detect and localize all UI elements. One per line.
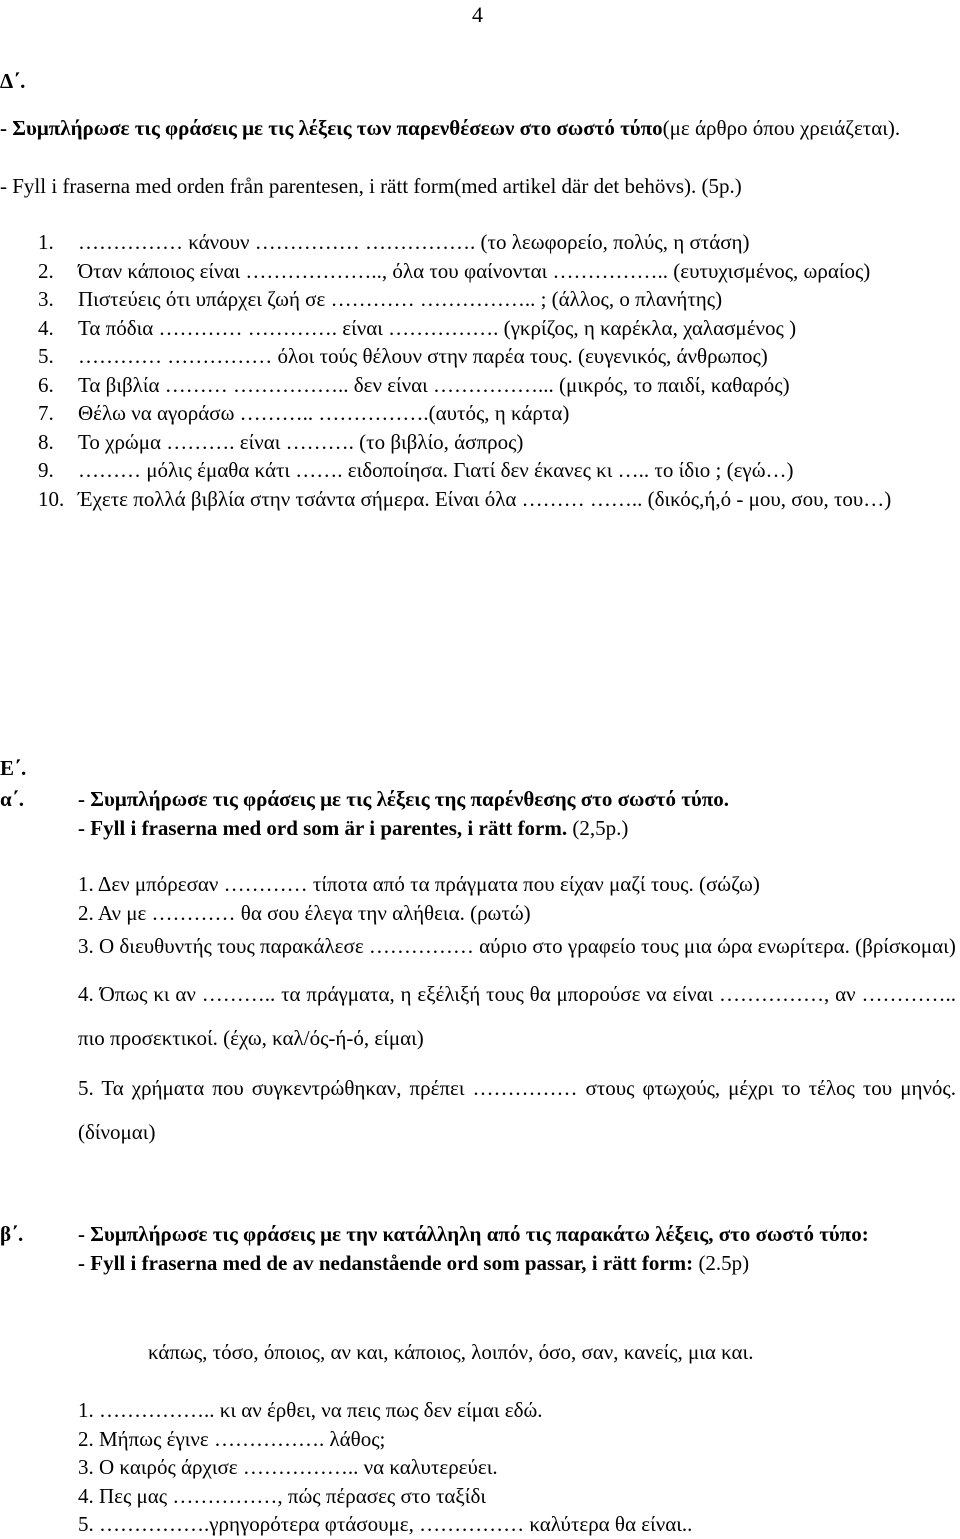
list-item: 5. Τα χρήματα που συγκεντρώθηκαν, πρέπει …………… στους φτωχούς, μέχρι το τέλος του μηνός. (δίνομαι) <box>78 1076 956 1145</box>
list-item: 1. Δεν μπόρεσαν ………… τίποτα από τα πράγματα που είχαν μαζί τους. (σώζω) <box>78 872 760 896</box>
list-item: 3. Ο διευθυντής τους παρακάλεσε …………… αύριο στο γραφείο τους μια ώρα ενωρίτερα. (βρίσκομαι) <box>78 933 956 958</box>
word-bank: κάπως, τόσο, όποιος, αν και, κάποιος, λοιπόν, όσο, σαν, κανείς, μια και. <box>148 1340 754 1364</box>
list-item: 7. Θέλω να αγοράσω ……….. …………….(αυτός, η κάρτα) <box>38 401 570 426</box>
list-item: 5. ………… …………… όλοι τούς θέλουν στην παρέα τους. (ευγενικός, άνθρωπος) <box>38 344 768 369</box>
list-item: 4. Όπως κι αν ……….. τα πράγματα, η εξέλιξή τους θα μπορούσε να είναι ……………, αν ………….. πιο προσεκτικοί. (έχω, καλ/ός-ή-ό, είμαι) <box>78 982 956 1051</box>
list-item: 2. Όταν κάποιος είναι ……………….., όλα του φαίνονται …………….. (ευτυχισμένος, ωραίος) <box>38 258 871 283</box>
subsection-b-instructions: - Συμπλήρωσε τις φράσεις με την κατάλληλη από τις παρακάτω λέξεις, στο σωστό τύπο: - Fyll i fraserna med de av nedanstående ord som passar, i rätt form: (2.5p) <box>78 1222 869 1275</box>
section-e-label: Ε΄. <box>0 756 27 780</box>
list-item: 1. …………….. κι αν έρθει, να πεις πως δεν είμαι εδώ. <box>78 1398 543 1422</box>
subsection-a-instructions: - Συμπλήρωσε τις φράσεις με τις λέξεις της παρένθεσης στο σωστό τύπο. - Fyll i fraserna med ord som är i parentes, i rätt form. (2,5p.) <box>78 787 730 840</box>
section-d-instructions <box>0 114 905 143</box>
instr-greek-bold: - Συμπλήρωσε τις φράσεις με τις λέξεις των παρενθέσεων στο σωστό τύπο <box>0 116 663 140</box>
section-d-label: Δ΄. <box>0 69 26 93</box>
list-item: 4. Πες μας ……………, πώς πέρασες στο ταξίδι <box>78 1483 486 1508</box>
list-item: 3. Πιστεύεις ότι υπάρχει ζωή σε ………… …………….. ; (άλλος, ο πλανήτης) <box>38 287 723 312</box>
list-item: 4. Τα πόδια ………… …………. είναι ……………. (γκρίζος, η καρέκλα, χαλασμένος ) <box>38 315 797 340</box>
subsection-b-list <box>78 1396 956 1539</box>
list-item: 9. ……… μόλις έμαθα κάτι ……. ειδοποίησα. Γιατί δεν έκανες κι ….. το ίδιο ; (εγώ…) <box>38 458 794 483</box>
list-item: 10. Έχετε πολλά βιβλία στην τσάντα σήμερα. Είναι όλα ……… …….. (δικός,ή,ό - μου, σου, του…) <box>38 486 892 511</box>
list-item: 1. …………… κάνουν …………… ……………. (το λεωφορείο, πολύς, η στάση) <box>38 230 750 254</box>
list-item: 2. Αν με ………… θα σου έλεγα την αλήθεια. (ρωτώ) <box>78 900 531 925</box>
page-number: 4 <box>472 2 483 27</box>
instr-greek-rest: (με άρθρο όπου χρειάζεται). <box>662 116 901 140</box>
list-item: 3. Ο καιρός άρχισε …………….. να καλυτερεύει. <box>78 1455 498 1480</box>
subsection-a-list <box>78 870 956 1154</box>
list-item: 5. …………….γρηγορότερα φτάσουμε, …………… καλύτερα θα είναι.. <box>78 1512 693 1537</box>
subsection-a-label: α΄. <box>0 787 24 811</box>
section-d-list <box>38 228 956 513</box>
list-item: 8. Το χρώμα ………. είναι ………. (το βιβλίο, άσπρος) <box>38 429 524 454</box>
section-d-instructions-swedish: - Fyll i fraserna med orden från parentesen, i rätt form(med artikel där det behövs). (5p.) <box>0 174 742 198</box>
list-item: 6. Τα βιβλία ……… …………….. δεν είναι ……………... (μικρός, το παιδί, καθαρός) <box>38 372 790 397</box>
list-item: 2. Μήπως έγινε ……………. λάθος; <box>78 1426 386 1451</box>
subsection-b-label: β΄. <box>0 1222 24 1246</box>
